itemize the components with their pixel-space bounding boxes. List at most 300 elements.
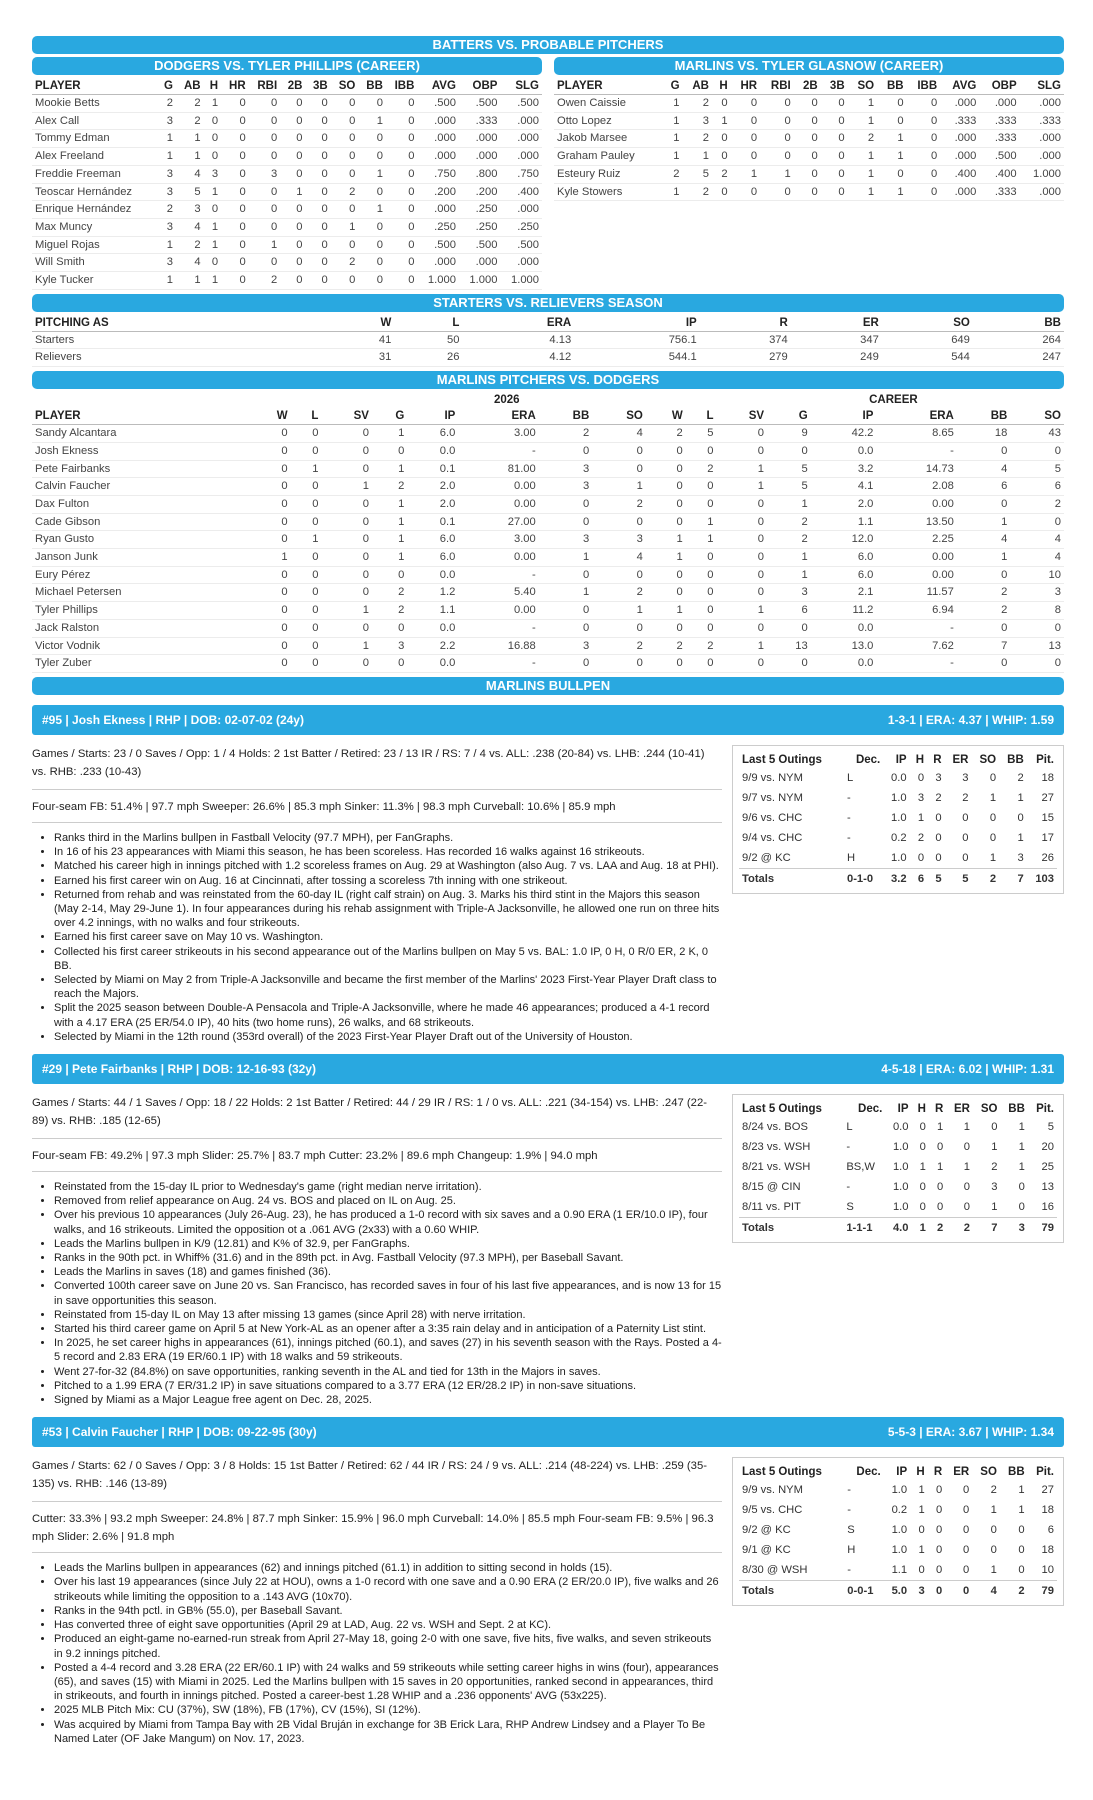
table-row [554, 165, 1064, 183]
stat-cell: 1 [663, 183, 682, 201]
last-five-table [739, 752, 1057, 889]
stat-cell: .000 [459, 254, 501, 272]
player-name: Calvin Faucher [32, 478, 251, 496]
stat-cell: 12.0 [811, 531, 877, 549]
column-header: ER [791, 315, 882, 332]
stat-cell: 2 [646, 637, 686, 655]
stat-cell: 6 [957, 478, 1011, 496]
stat-cell: 0 [957, 655, 1011, 673]
stat-cell: 0.00 [458, 602, 538, 620]
stat-cell: 0 [291, 637, 322, 655]
outing-cell: 2 [1000, 1581, 1028, 1602]
stat-cell: 1.000 [417, 272, 459, 290]
stat-cell: 1 [686, 531, 717, 549]
stat-cell: 31 [326, 349, 394, 367]
stat-cell: 0 [646, 495, 686, 513]
stat-cell: 0 [291, 442, 322, 460]
stat-cell: 1.000 [500, 272, 542, 290]
stat-cell: 279 [700, 349, 791, 367]
stat-cell: 0 [712, 183, 731, 201]
table-row [32, 236, 542, 254]
outing-cell: 9/2 @ KC [742, 1524, 791, 1537]
game-notes-page [32, 36, 1064, 1746]
player-name: Owen Caissie [554, 95, 663, 113]
outing-cell: 8/21 vs. WSH [742, 1161, 811, 1174]
outing-row [739, 1117, 1057, 1137]
stat-cell: 0 [760, 95, 794, 113]
stat-cell: 6.0 [407, 425, 458, 443]
stat-cell: 0 [305, 130, 330, 148]
stat-cell: 0 [686, 602, 717, 620]
stat-cell: 14.73 [876, 460, 956, 478]
stat-cell: 6 [767, 602, 811, 620]
outing-cell: 2 [917, 831, 925, 844]
stat-cell: .333 [940, 112, 979, 130]
section-title-bullpen: MARLINS BULLPEN [32, 677, 1064, 695]
stat-cell: 0 [221, 165, 249, 183]
stat-cell: .000 [940, 95, 979, 113]
section-title-pitchers-vs: MARLINS PITCHERS VS. DODGERS [32, 371, 1064, 389]
stat-cell: .250 [500, 218, 542, 236]
column-header: OBP [459, 78, 501, 95]
table-row [554, 95, 1064, 113]
table-row [32, 584, 1064, 602]
column-header: ERA [462, 315, 574, 332]
dodgers-batters-table [32, 78, 542, 290]
outing-cell: 79 [1028, 1581, 1057, 1602]
player-name: Otto Lopez [554, 112, 663, 130]
stat-cell: 1 [717, 637, 768, 655]
stat-cell: 1 [204, 272, 221, 290]
outing-cell: 27 [1041, 1484, 1054, 1497]
stat-cell: 0 [539, 442, 593, 460]
outing-cell: 0.2 [891, 1504, 908, 1517]
stat-cell: 0 [821, 165, 848, 183]
stat-cell: .500 [979, 148, 1019, 166]
outing-cell: 0 [991, 1121, 998, 1134]
stat-cell: 6.0 [811, 549, 877, 567]
note-item: • Signed by Miami as a Major League free agent on Dec. 28, 2025. [54, 1393, 722, 1407]
stat-cell: 0.0 [811, 655, 877, 673]
player-name: Michael Petersen [32, 584, 251, 602]
outing-cell: 9/1 @ KC [742, 1544, 791, 1557]
outing-row [739, 1197, 1057, 1218]
column-header: AVG [417, 78, 459, 95]
stat-cell: 8.65 [876, 425, 956, 443]
stat-cell: 0 [794, 112, 821, 130]
stat-cell: 1 [321, 602, 372, 620]
stat-cell: 4.1 [811, 478, 877, 496]
table-row [32, 148, 542, 166]
outing-cell: 1.0 [891, 791, 907, 804]
outing-cell: 2 [929, 1218, 946, 1239]
outing-cell: 0 [963, 1181, 970, 1194]
stat-cell: 0 [249, 218, 281, 236]
stat-cell: 2 [331, 254, 359, 272]
outing-cell: 0 [1018, 1524, 1025, 1537]
stat-cell: 0 [1010, 655, 1064, 673]
pitcher-details [32, 1457, 722, 1746]
outing-cell: 0 [1018, 1544, 1025, 1557]
stat-cell: 0 [386, 130, 418, 148]
stat-cell: 0 [686, 655, 717, 673]
stat-cell: 0 [221, 218, 249, 236]
outing-cell: 1.0 [891, 1524, 908, 1537]
stat-cell: 13.50 [876, 513, 956, 531]
outing-row [739, 1500, 1057, 1520]
stat-cell: .500 [417, 95, 459, 113]
stat-cell: 2 [767, 531, 811, 549]
stat-cell: 2 [158, 201, 176, 219]
stat-cell: 0 [592, 513, 646, 531]
column-header: RBI [249, 78, 281, 95]
stat-cell: 1 [663, 95, 682, 113]
outing-cell: - [846, 1141, 851, 1154]
stat-cell: 13.0 [811, 637, 877, 655]
stat-cell: 0 [372, 619, 407, 637]
pitch-mix: Cutter: 33.3% | 93.2 mph Sweeper: 24.8% | 87.7 mph Sinker: 15.9% | 96.0 mph Curveball: 14.0% | 85.5 mph Four-seam FB: 9.5% | 96.3 mph Slider: 2.6% | 91.8 mph [32, 1502, 722, 1553]
stat-cell: 1 [767, 549, 811, 567]
stat-cell: .400 [979, 165, 1019, 183]
player-name: Pete Fairbanks [32, 460, 251, 478]
stat-cell: .800 [459, 165, 501, 183]
stat-cell: 0 [686, 478, 717, 496]
outing-cell: 15 [1041, 811, 1054, 824]
stat-cell: 1 [663, 148, 682, 166]
stat-cell: .000 [417, 201, 459, 219]
stat-cell: 1 [158, 272, 176, 290]
pitcher-record: 5-5-3 | ERA: 3.67 | WHIP: 1.34 [887, 1425, 1054, 1440]
table-row [32, 531, 1064, 549]
stat-cell: 1 [767, 566, 811, 584]
column-header: HR [221, 78, 249, 95]
column-header: AB [683, 78, 712, 95]
stat-cell: 0 [1010, 619, 1064, 637]
stat-cell: 0 [249, 130, 281, 148]
stat-cell: 3 [539, 460, 593, 478]
stat-cell: 0 [539, 566, 593, 584]
stat-cell: 0 [731, 130, 760, 148]
player-name: Will Smith [32, 254, 158, 272]
note-item: • Earned his first career save on May 10 vs. Washington. [54, 930, 722, 944]
player-name: Dax Fulton [32, 495, 251, 513]
outing-cell: 1.0 [891, 851, 907, 864]
last-five-header [739, 1101, 1057, 1117]
column-header: Dec. [855, 753, 881, 766]
player-name: Kyle Tucker [32, 272, 158, 290]
note-item: • Posted a 4-4 record and 3.28 ERA (22 ER/60.1 IP) with 24 walks and 59 strikeouts while setting career highs in wins (four), appearances (65), and saves (15) with Miami in 2025. Led the Marlins bullpen with 15 saves in 20 opportunities, ranked second in appearances, third in strikeouts, and fourth in innings pitched. Posted a career-best 1.28 WHIP and a .236 opponents' AVG (53x225). [54, 1661, 722, 1704]
pitcher-body [32, 1094, 1064, 1407]
stat-cell: 0.00 [458, 549, 538, 567]
stat-cell: .750 [500, 165, 542, 183]
last-five-header [739, 1464, 1057, 1480]
stat-cell: 3 [539, 478, 593, 496]
stat-cell: 3.00 [458, 425, 538, 443]
stat-cell: 0 [794, 95, 821, 113]
stat-cell: 0.00 [458, 478, 538, 496]
stat-cell: 0 [372, 442, 407, 460]
stat-cell: 0 [251, 513, 291, 531]
stat-cell: 0 [358, 148, 386, 166]
stat-cell: 0 [794, 165, 821, 183]
stat-cell: 4 [592, 549, 646, 567]
table-row [554, 183, 1064, 201]
table-row [32, 425, 1064, 443]
column-header: 3B [305, 78, 330, 95]
stat-cell: 0 [386, 148, 418, 166]
notes-list [32, 1561, 722, 1746]
stat-cell: 3 [158, 165, 176, 183]
column-header: ERA [876, 408, 956, 425]
stat-cell: 0 [957, 442, 1011, 460]
stat-cell: 0 [767, 619, 811, 637]
stat-cell: 1 [592, 478, 646, 496]
player-name: Graham Pauley [554, 148, 663, 166]
stat-cell: .000 [1020, 148, 1064, 166]
outing-cell: 0 [962, 831, 969, 844]
stat-cell: 1 [280, 183, 305, 201]
column-header: L [686, 408, 717, 425]
stat-cell: 0 [204, 148, 221, 166]
outing-cell: 103 [1027, 868, 1057, 889]
outing-row [739, 1177, 1057, 1197]
outing-cell: - [846, 811, 851, 824]
stat-cell: 0 [291, 619, 322, 637]
stat-cell: 0 [321, 460, 372, 478]
note-item: • Ranks in the 90th pct. in Whiff% (31.6) and in the 89th pct. in Avg. Fastball Velocity (97.3 MPH), per Baseball Savant. [54, 1251, 722, 1265]
stat-cell: 0 [1010, 442, 1064, 460]
outing-cell: 0 [962, 851, 969, 864]
stat-cell: .500 [459, 236, 501, 254]
stat-cell: 0 [646, 442, 686, 460]
stat-cell: 18 [957, 425, 1011, 443]
player-name: Ryan Gusto [32, 531, 251, 549]
stat-cell: 0 [386, 165, 418, 183]
marlins-vs-glasnow [554, 57, 1064, 290]
stat-cell: 0 [251, 425, 291, 443]
outing-cell: 0 [935, 1484, 943, 1497]
outing-cell: 1.0 [891, 811, 907, 824]
stat-cell: 1 [204, 95, 221, 113]
stat-cell: 7 [957, 637, 1011, 655]
stat-cell: 10 [1010, 566, 1064, 584]
column-header: ER [952, 753, 969, 766]
column-header: SO [848, 78, 877, 95]
outing-cell: 0 [928, 1581, 946, 1602]
stat-cell: 0 [204, 112, 221, 130]
stat-cell: 0 [686, 566, 717, 584]
column-header: SO [592, 408, 646, 425]
table-row [32, 272, 542, 290]
column-header: Dec. [858, 1103, 883, 1116]
outing-cell: 1 [1018, 1141, 1025, 1154]
stat-cell: 3 [1010, 584, 1064, 602]
column-header: IBB [386, 78, 418, 95]
table-row [554, 148, 1064, 166]
outing-cell: 13 [1041, 1181, 1054, 1194]
stat-cell: 0 [280, 272, 305, 290]
stat-cell: 0 [251, 619, 291, 637]
stat-cell: 5 [683, 165, 712, 183]
player-name: Alex Freeland [32, 148, 158, 166]
stat-cell: 2 [539, 425, 593, 443]
player-name: Starters [32, 331, 326, 349]
outing-cell: 3.2 [883, 868, 909, 889]
stat-cell: 0 [358, 95, 386, 113]
stat-cell: 2 [683, 183, 712, 201]
stat-cell: 0 [331, 148, 359, 166]
outing-cell: 18 [1041, 1504, 1054, 1517]
stat-cell: 0 [221, 201, 249, 219]
outing-cell: 8/11 vs. PIT [742, 1201, 801, 1214]
outing-cell: 3 [917, 791, 925, 804]
stat-cell: 0 [280, 130, 305, 148]
outing-cell: 0 [962, 1564, 970, 1577]
outing-row [739, 1540, 1057, 1560]
player-name: Josh Ekness [32, 442, 251, 460]
outing-cell: 1 [1018, 1504, 1025, 1517]
table-row [32, 478, 1064, 496]
outing-cell: 0 [919, 1201, 926, 1214]
column-header: R [933, 1466, 943, 1479]
stat-cell: 3 [539, 531, 593, 549]
stat-cell: 0 [646, 460, 686, 478]
stat-cell: 2 [957, 584, 1011, 602]
stat-cell: .333 [459, 112, 501, 130]
stat-cell: 0 [321, 549, 372, 567]
note-item: • Ranks third in the Marlins bullpen in Fastball Velocity (97.7 MPH), per FanGraphs. [54, 831, 722, 845]
stat-cell: 0 [877, 95, 906, 113]
stat-cell: 2 [592, 637, 646, 655]
stat-cell: 0 [717, 619, 768, 637]
player-name: Alex Call [32, 112, 158, 130]
column-header: AVG [940, 78, 979, 95]
outing-cell: 1 [990, 1564, 997, 1577]
column-header: ER [953, 1103, 970, 1116]
stat-cell: 1 [877, 148, 906, 166]
stat-cell: 0 [760, 130, 794, 148]
outing-cell: 0-1-0 [844, 868, 883, 889]
stat-cell: 0 [291, 566, 322, 584]
stat-cell: 0 [221, 95, 249, 113]
stat-cell: 0 [331, 112, 359, 130]
stat-cell: 0 [592, 566, 646, 584]
outing-cell: 1 [1018, 1484, 1025, 1497]
stat-cell: 2 [686, 460, 717, 478]
column-header: SO [882, 315, 973, 332]
stat-cell: 0 [305, 236, 330, 254]
stat-cell: 0 [249, 183, 281, 201]
player-name: Jakob Marsee [554, 130, 663, 148]
stat-cell: 1 [646, 602, 686, 620]
outing-cell: 27 [1041, 791, 1054, 804]
stat-cell: 0 [280, 201, 305, 219]
stat-cell: 0 [717, 531, 768, 549]
player-name: Tyler Phillips [32, 602, 251, 620]
pitcher-header-bar [32, 1054, 1064, 1084]
outing-cell: 0 [937, 1201, 944, 1214]
stat-cell: - [876, 442, 956, 460]
stat-cell: 0 [221, 272, 249, 290]
outing-cell: 2 [1017, 771, 1024, 784]
outing-row [739, 788, 1057, 808]
stat-cell: 2 [957, 602, 1011, 620]
stat-cell: 11.57 [876, 584, 956, 602]
stat-cell: 247 [973, 349, 1064, 367]
stat-cell: 13 [1010, 637, 1064, 655]
outing-cell: 0 [935, 851, 942, 864]
outing-cell: S [846, 1201, 854, 1214]
outing-cell: 0 [937, 1141, 944, 1154]
stat-cell: 0 [280, 95, 305, 113]
pitcher-body [32, 1457, 1064, 1746]
column-header: HR [731, 78, 760, 95]
outing-cell: 0 [963, 1201, 970, 1214]
stat-cell: 1 [592, 602, 646, 620]
stat-cell: .000 [940, 148, 979, 166]
stat-cell: 41 [326, 331, 394, 349]
pitch-mix: Four-seam FB: 49.2% | 97.3 mph Slider: 25.7% | 83.7 mph Cutter: 23.2% | 89.6 mph Changeup: 1.9% | 94.0 mph [32, 1139, 722, 1172]
column-header: SO [980, 1466, 997, 1479]
stat-cell: 0 [760, 183, 794, 201]
stat-cell: 1 [646, 549, 686, 567]
note-item: • Started his third career game on April 5 at New York-AL as an opener after a 3:35 rain delay and in anticipation of a Paternity List stint. [54, 1322, 722, 1336]
stat-cell: 0 [305, 272, 330, 290]
stat-cell: 1.1 [407, 602, 458, 620]
stat-cell: 4 [176, 165, 204, 183]
stat-cell: 3 [204, 165, 221, 183]
pitcher-id: #29 | Pete Fairbanks | RHP | DOB: 12-16-93 (32y) [42, 1062, 316, 1077]
outing-cell: 0 [962, 811, 969, 824]
outing-cell: 0 [935, 1504, 943, 1517]
outing-cell: 0.0 [892, 1121, 909, 1134]
stat-cell: 3 [176, 201, 204, 219]
stat-cell: 0 [358, 272, 386, 290]
pitcher-record: 1-3-1 | ERA: 4.37 | WHIP: 1.59 [887, 712, 1054, 727]
stat-cell: 0 [731, 183, 760, 201]
note-item: • Over his last 19 appearances (since July 22 at HOU), owns a 1-0 record with one save and a 0.90 ERA (2 ER/20.0 IP), five walks and 26 strikeouts while limiting the opposition to a .143 AVG (10x70). [54, 1575, 722, 1603]
outing-cell: - [847, 1564, 852, 1577]
stat-cell: 2 [331, 183, 359, 201]
outing-cell: 7 [999, 868, 1027, 889]
column-header: Last 5 Outings [742, 1466, 822, 1479]
stat-cell: 2.25 [876, 531, 956, 549]
stat-cell: 0 [794, 148, 821, 166]
outing-cell: 0 [919, 1141, 926, 1154]
stat-cell: 26 [394, 349, 462, 367]
outing-cell: 2 [991, 1161, 998, 1174]
stat-cell: 1 [731, 165, 760, 183]
table-row [32, 442, 1064, 460]
career-header: CAREER [869, 394, 918, 407]
stat-cell: 0 [331, 130, 359, 148]
stat-cell: 0 [386, 112, 418, 130]
outing-cell: 1 [1017, 831, 1024, 844]
stat-cell: 0 [358, 183, 386, 201]
section-title-starters: STARTERS VS. RELIEVERS SEASON [32, 294, 1064, 312]
table-row [32, 183, 542, 201]
last-five-panel [732, 1094, 1064, 1407]
table-row [32, 165, 542, 183]
last-five-panel [732, 745, 1064, 1044]
outing-cell: 5 [1047, 1121, 1054, 1134]
stat-cell: 0 [717, 495, 768, 513]
stat-cell: 0 [291, 655, 322, 673]
column-header: ER [953, 1466, 970, 1479]
stat-cell: 0 [305, 148, 330, 166]
stat-cell: .250 [417, 218, 459, 236]
column-header: IP [895, 753, 907, 766]
